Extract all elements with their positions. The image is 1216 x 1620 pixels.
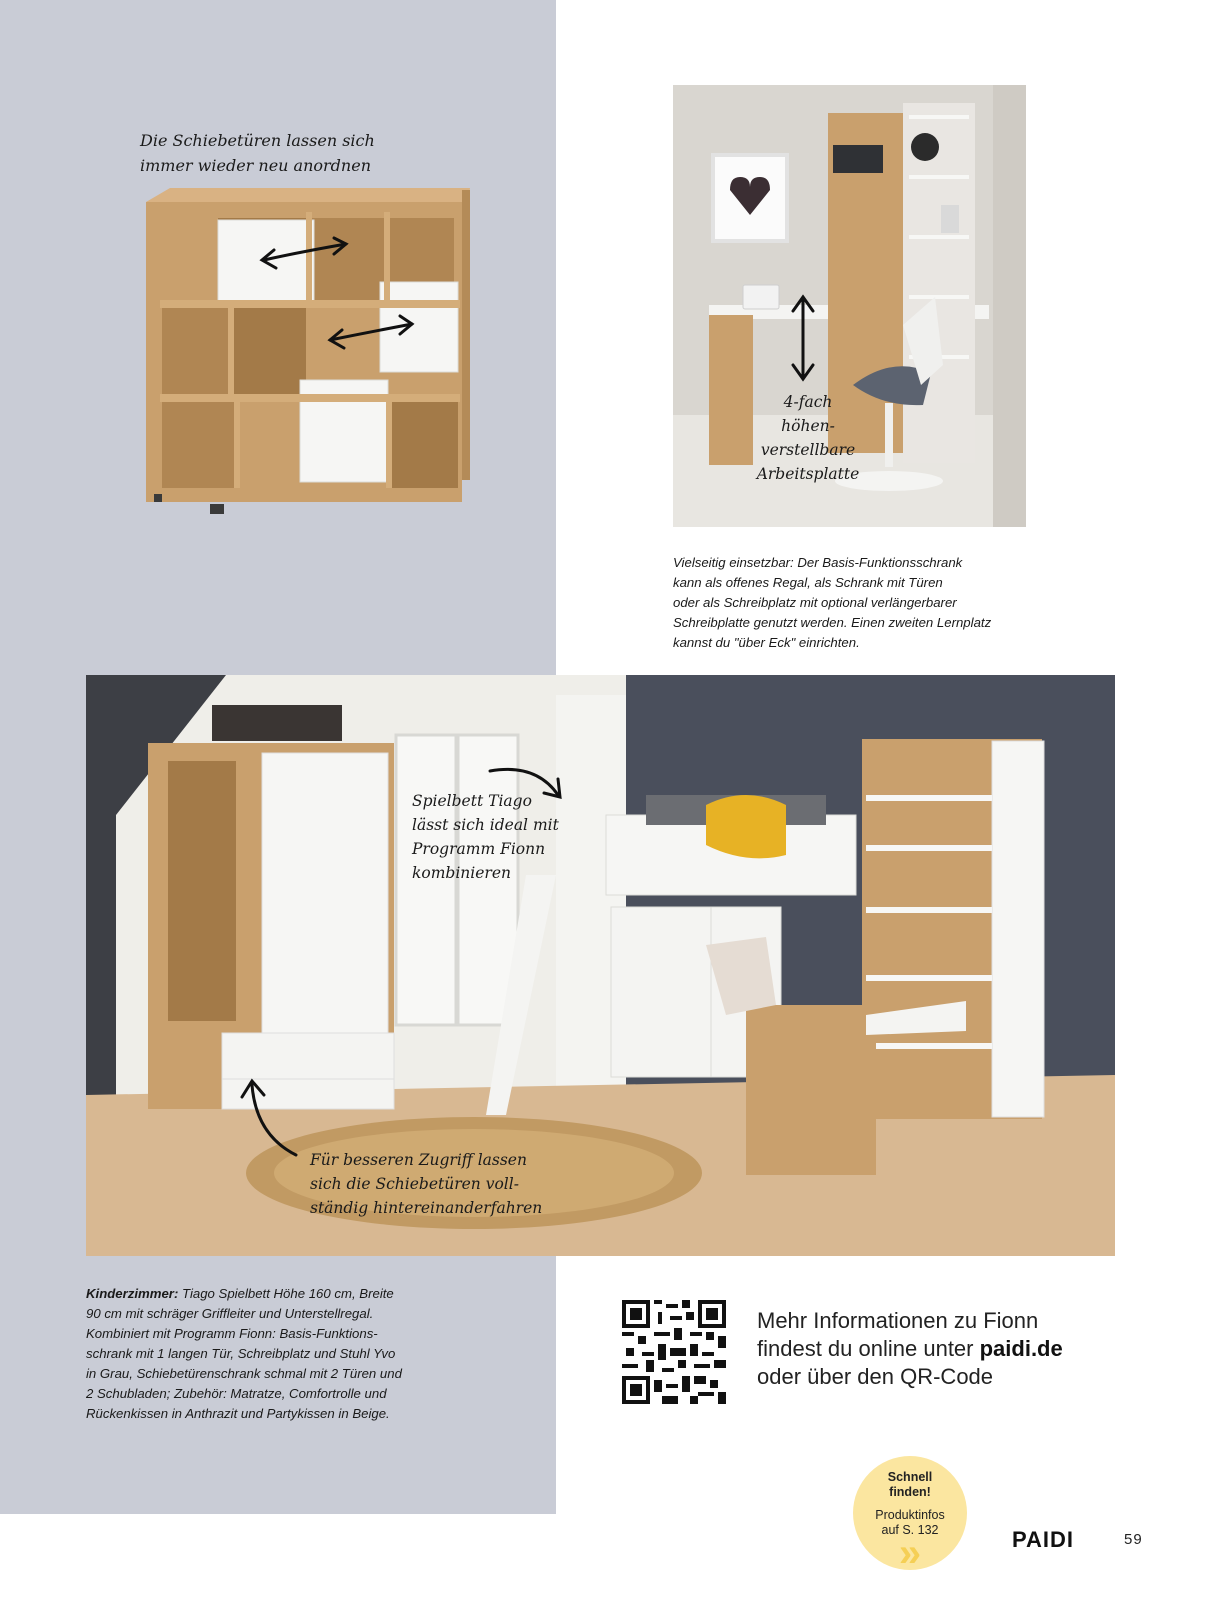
bed-note-line-1: Spielbett Tiago (412, 792, 532, 810)
badge-title-line-1: Schnell (887, 1470, 933, 1484)
desk-caption-line: Schreibplatte genutzt werden. Einen zweiten Lernplatz (673, 615, 992, 630)
doors-note-line-1: Für besseren Zugriff lassen (310, 1151, 527, 1169)
room-caption (86, 1284, 486, 1424)
shelf-note (140, 128, 440, 178)
more-info-text (757, 1307, 1157, 1391)
desk-caption-line: oder als Schreibplatz mit optional verlängerbarer (673, 595, 957, 610)
badge-title-line-2: finden! (889, 1485, 931, 1499)
quote-mark-icon: » (898, 1531, 922, 1575)
desk-caption (673, 553, 1053, 653)
bed-note-line-3: Programm Fionn (412, 840, 546, 858)
kids-room-photo (86, 675, 1115, 1256)
desk-note-line-2: höhen- (781, 417, 835, 435)
qr-code[interactable] (622, 1300, 726, 1404)
shelf-product-image (140, 182, 480, 522)
room-caption-line: 90 cm mit schräger Griffleiter und Unterstellregal. (86, 1306, 374, 1321)
room-caption-line (86, 1284, 486, 1304)
website-link[interactable]: paidi.de (979, 1336, 1063, 1361)
bed-note-line-2: lässt sich ideal mit (412, 816, 559, 834)
room-caption-line: Kombiniert mit Programm Fionn: Basis-Funktions- (86, 1326, 378, 1341)
badge-title (853, 1470, 967, 1500)
info-line-2 (757, 1335, 1157, 1363)
bed-note (412, 789, 592, 885)
desk-caption-line: kannst du "über Eck" einrichten. (673, 635, 860, 650)
info-line-3: oder über den QR-Code (757, 1364, 994, 1389)
quick-find-badge (853, 1456, 967, 1575)
shelf-note-line-2: immer wieder neu anordnen (140, 156, 371, 175)
page-number: 59 (1124, 1531, 1143, 1548)
desk-caption-line: Vielseitig einsetzbar: Der Basis-Funktionsschrank (673, 555, 963, 570)
badge-text-line-1: Produktinfos (875, 1508, 945, 1522)
room-caption-line: Rückenkissen in Anthrazit und Partykissen in Beige. (86, 1406, 390, 1421)
badge-text-line-2: auf S. 132 (881, 1523, 939, 1537)
doors-note-line-3: ständig hintereinanderfahren (310, 1199, 543, 1217)
desk-note-line-3: verstellbare (760, 441, 856, 459)
info-line-1: Mehr Informationen zu Fionn (757, 1308, 1039, 1333)
doors-note-line-2: sich die Schiebetüren voll- (310, 1175, 519, 1193)
room-caption-line: 2 Schubladen; Zubehör: Matratze, Comfortrolle und (86, 1386, 387, 1401)
desk-note-line-1: 4-fach (783, 393, 833, 411)
desk-caption-line: kann als offenes Regal, als Schrank mit Türen (673, 575, 943, 590)
room-caption-label: Kinderzimmer: (86, 1286, 179, 1301)
doors-note (310, 1148, 580, 1220)
brand-logo: PAIDI (1012, 1527, 1075, 1552)
bed-note-line-4: kombinieren (412, 864, 511, 882)
room-caption-line: schrank mit 1 langen Tür, Schreibplatz und Stuhl Yvo (86, 1346, 396, 1361)
shelf-note-line-1: Die Schiebetüren lassen sich (140, 131, 375, 150)
room-caption-text: Tiago Spielbett Höhe 160 cm, Breite (178, 1286, 394, 1301)
desk-note-line-4: Arbeitsplatte (756, 465, 860, 483)
info-line-2-prefix: findest du online unter (757, 1336, 980, 1361)
desk-note (748, 390, 868, 486)
room-caption-line: in Grau, Schiebetürenschrank schmal mit 2 Türen und (86, 1366, 402, 1381)
